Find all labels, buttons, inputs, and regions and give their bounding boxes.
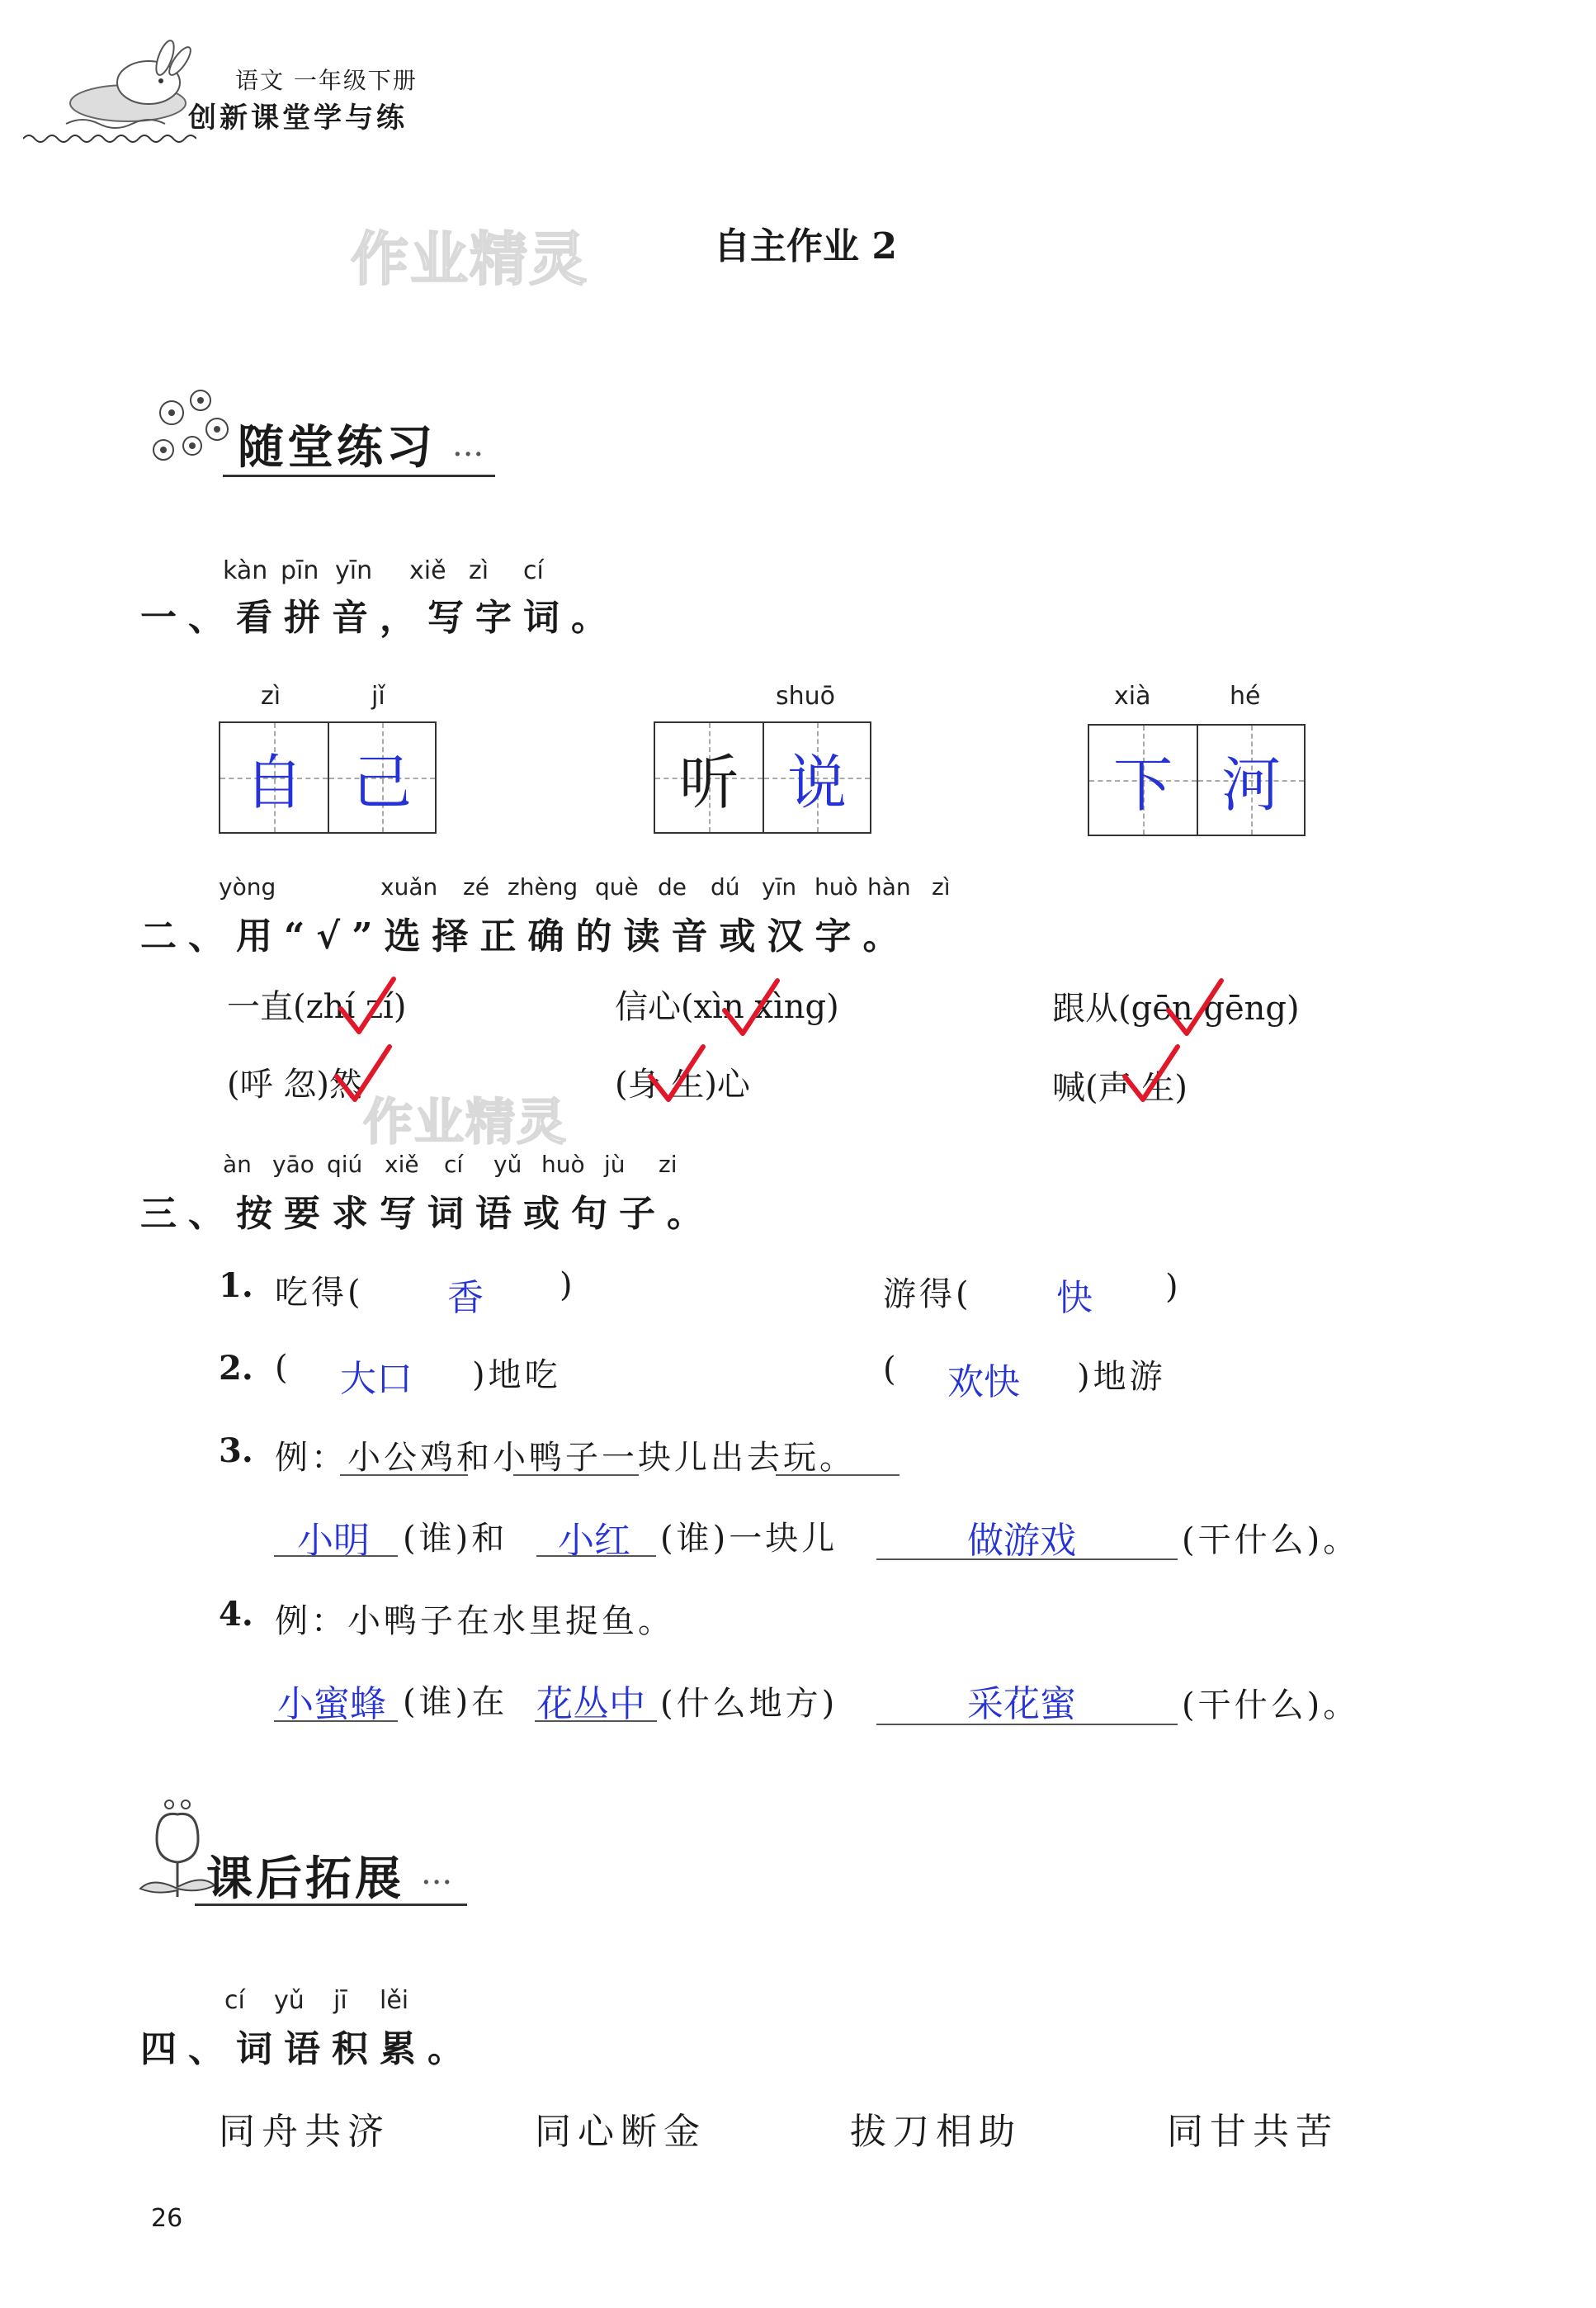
banner-underline <box>223 475 495 477</box>
grid-cell <box>763 723 870 832</box>
answer-blank <box>535 1720 657 1722</box>
flower-decoration-icon <box>139 380 246 479</box>
q4-pinyin-3: jī <box>333 1986 347 2015</box>
q1-group3-pinyin-2: hé <box>1230 682 1261 711</box>
q1-pinyin-2: pīn <box>281 556 319 585</box>
q4-pinyin-4: lěi <box>380 1986 409 2015</box>
q3-item2a-answer: 大口 <box>340 1358 413 1400</box>
q4-instruction: 四、词语积累。 <box>140 2028 475 2070</box>
grid-cell <box>655 723 763 832</box>
q2-option-5: (身 生)心 <box>615 1066 750 1104</box>
q3-item1-number: 1. <box>219 1266 253 1305</box>
q2-pinyin-6: de <box>658 873 687 901</box>
q2-pinyin-5: què <box>595 873 639 901</box>
q3-item3-answer-2: 小红 <box>558 1520 630 1562</box>
q4-pinyin <box>224 1986 472 2019</box>
q1-group1-pinyin-2: jǐ <box>371 682 385 711</box>
q3-item3-mid-2: (谁)一块儿 <box>660 1520 838 1558</box>
q3-pinyin-5: cí <box>444 1151 464 1178</box>
q2-pinyin-7: dú <box>711 873 740 901</box>
grid-cell <box>1089 726 1197 835</box>
header-book-title: 创新课堂学与练 <box>188 102 408 135</box>
q4-pinyin-2: yǔ <box>274 1986 305 2015</box>
q3-item4-answer-3: 采花蜜 <box>967 1683 1076 1725</box>
q3-item3-example: 例：小公鸡和小鸭子一块儿出去玩。 <box>275 1439 856 1477</box>
q3-item4-number: 4. <box>219 1595 253 1634</box>
grid-char: 自 <box>243 748 304 817</box>
answer-blank <box>274 1555 398 1557</box>
page-title: 自主作业 2 <box>714 225 897 267</box>
q2-pinyin-11: zì <box>932 873 951 901</box>
q3-instruction: 三、按要求写词语或句子。 <box>140 1193 715 1235</box>
example-underline <box>340 1474 468 1476</box>
q4-pinyin-1: cí <box>224 1986 245 2015</box>
q3-pinyin-8: jù <box>604 1151 626 1178</box>
q3-item2a-prefix: ( <box>275 1349 291 1387</box>
q3-item2b-suffix: )地游 <box>1077 1358 1166 1396</box>
q3-item1b-suffix: ) <box>1165 1268 1182 1306</box>
q3-item2b-prefix: ( <box>883 1350 900 1388</box>
q2-option-6: 喊(声 生) <box>1052 1069 1188 1107</box>
q3-item1b-prefix: 游得( <box>883 1275 972 1313</box>
q1-pinyin-1: kàn <box>223 556 268 585</box>
q3-item1a-prefix: 吃得( <box>275 1274 364 1312</box>
answer-blank <box>876 1724 1178 1725</box>
q1-pinyin-6: cí <box>523 556 544 585</box>
check-icon <box>334 974 400 1040</box>
watermark: 作业精灵 <box>363 1094 568 1152</box>
q2-pinyin-1: yòng <box>219 873 276 901</box>
q3-item1a-suffix: ) <box>560 1266 576 1304</box>
q1-pinyin-5: zì <box>469 556 489 585</box>
header-subject: 语文 一年级下册 <box>235 67 418 94</box>
q4-word-2: 同心断金 <box>535 2111 706 2153</box>
watermark: 作业精灵 <box>351 225 588 293</box>
q2-pinyin <box>219 873 961 906</box>
grid-char: 下 <box>1112 750 1173 820</box>
answer-blank <box>274 1720 398 1722</box>
q2-option-2: 信心(xìn xìng) <box>615 988 839 1026</box>
grid-cell <box>220 723 328 832</box>
q3-item1a-answer: 香 <box>447 1277 484 1319</box>
q3-pinyin <box>223 1151 718 1184</box>
q3-item4-mid-2: (什么地方) <box>660 1685 838 1723</box>
q3-pinyin-4: xiě <box>385 1151 419 1178</box>
q1-instruction: 一、看拼音，写字词。 <box>140 597 619 639</box>
q2-pinyin-4: zhèng <box>508 873 578 901</box>
rabbit-logo-icon <box>50 33 206 132</box>
q1-group3-pinyin-1: xià <box>1114 682 1151 711</box>
check-icon <box>1118 1042 1184 1108</box>
banner-dots: ... <box>452 426 484 464</box>
q2-instruction: 二、用“√”选择正确的读音或汉字。 <box>140 915 911 958</box>
grid-char: 己 <box>352 748 412 817</box>
q3-pinyin-1: àn <box>223 1151 252 1178</box>
q3-pinyin-6: yǔ <box>493 1151 522 1178</box>
q3-item3-end: (干什么)。 <box>1182 1521 1360 1559</box>
q2-option-1: 一直(zhí zí) <box>227 988 407 1026</box>
q1-group2-pinyin-2: shuō <box>776 682 836 711</box>
q1-group2-grid <box>654 721 871 834</box>
q3-pinyin-7: huò <box>541 1151 585 1178</box>
q2-option-4: (呼 忽)然 <box>227 1066 362 1104</box>
grid-cell <box>1197 726 1304 835</box>
example-underline <box>513 1474 639 1476</box>
q2-pinyin-9: huò <box>815 873 858 901</box>
q1-pinyin-3: yīn <box>335 556 373 585</box>
section-extension-title: 课后拓展 <box>206 1852 404 1906</box>
q3-pinyin-3: qiú <box>327 1151 363 1178</box>
q3-item4-answer-1: 小蜜蜂 <box>277 1683 386 1725</box>
q3-pinyin-2: yāo <box>272 1151 314 1178</box>
q3-item3-answer-3: 做游戏 <box>967 1520 1076 1562</box>
section-practice-title: 随堂练习 <box>238 420 436 475</box>
answer-blank <box>536 1555 656 1557</box>
grid-cell <box>328 723 435 832</box>
q1-group1-grid <box>219 721 437 834</box>
q3-item4-example: 例：小鸭子在水里捉鱼。 <box>275 1602 674 1640</box>
grid-char: 听 <box>678 748 739 817</box>
q3-item1b-answer: 快 <box>1056 1277 1093 1319</box>
header-wave-divider <box>23 132 196 145</box>
answer-blank <box>876 1558 1178 1560</box>
banner-dots: ... <box>421 1854 453 1892</box>
q2-pinyin-10: hàn <box>867 873 911 901</box>
q1-group3-grid <box>1088 724 1306 836</box>
q4-word-1: 同舟共济 <box>219 2111 390 2153</box>
q3-item4-end: (干什么)。 <box>1182 1686 1360 1724</box>
q1-group1-pinyin-1: zì <box>261 682 281 711</box>
check-icon <box>1162 976 1228 1042</box>
q3-item3-answer-1: 小明 <box>297 1520 370 1562</box>
q2-pinyin-2: xuǎn <box>380 873 438 901</box>
q3-item4-mid-1: (谁)在 <box>403 1683 508 1721</box>
q3-item4-answer-2: 花丛中 <box>536 1683 645 1725</box>
q2-pinyin-8: yīn <box>762 873 797 901</box>
check-icon <box>718 976 784 1042</box>
q3-item3-number: 3. <box>219 1431 253 1470</box>
q4-word-4: 同甘共苦 <box>1167 2111 1339 2153</box>
grid-char: 说 <box>786 748 847 817</box>
q2-pinyin-3: zé <box>463 873 489 901</box>
q2-option-3: 跟从(gēn gēng) <box>1052 990 1300 1028</box>
q3-item2-number: 2. <box>219 1349 253 1388</box>
q1-pinyin-4: xiě <box>409 556 446 585</box>
q3-item3-mid-1: (谁)和 <box>403 1520 508 1558</box>
q3-pinyin-9: zi <box>659 1151 678 1178</box>
q3-item2a-suffix: )地吃 <box>472 1356 561 1394</box>
example-underline <box>776 1474 900 1476</box>
q3-item2b-answer: 欢快 <box>947 1361 1020 1403</box>
q4-word-3: 拔刀相助 <box>850 2111 1022 2153</box>
banner-underline <box>195 1904 467 1906</box>
page-number: 26 <box>151 2204 183 2233</box>
check-icon <box>644 1042 710 1108</box>
grid-char: 河 <box>1221 750 1281 820</box>
